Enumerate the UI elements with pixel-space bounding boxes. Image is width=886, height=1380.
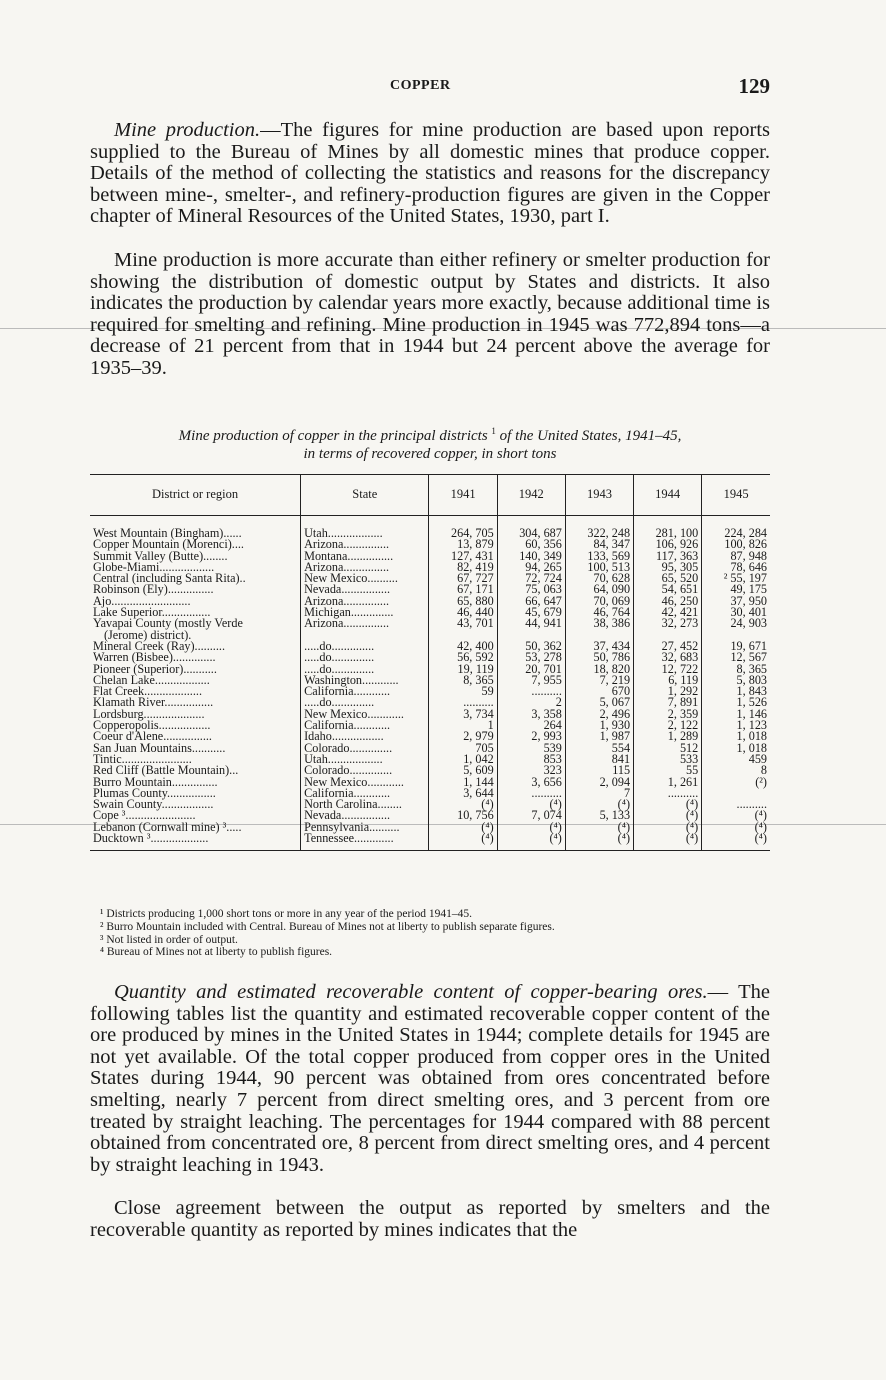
value-cell: 8, 365 bbox=[429, 675, 497, 686]
mine-production-lead: Mine production. bbox=[114, 119, 261, 141]
value-cell: 1, 930 bbox=[565, 720, 633, 731]
value-cell: 3, 644 bbox=[429, 788, 497, 799]
value-cell: 70, 628 bbox=[565, 573, 633, 584]
district-cell: Warren (Bisbee).............. bbox=[93, 650, 216, 665]
value-cell: 10, 756 bbox=[429, 810, 497, 821]
state-cell: Arizona............... bbox=[301, 618, 429, 629]
value-cell: 106, 926 bbox=[634, 539, 702, 550]
district-cell: Yavapai County (mostly Verde bbox=[93, 616, 243, 631]
value-cell: 44, 941 bbox=[497, 618, 565, 629]
value-cell: 1, 144 bbox=[429, 777, 497, 788]
value-cell: 1, 289 bbox=[634, 731, 702, 742]
state-cell: Nevada................ bbox=[301, 810, 429, 821]
value-cell: 281, 100 bbox=[634, 516, 702, 540]
state-cell: Michigan.............. bbox=[301, 607, 429, 618]
state-cell: Arizona............... bbox=[301, 596, 429, 607]
value-cell: 55 bbox=[634, 765, 702, 776]
value-cell: .......... bbox=[634, 788, 702, 799]
value-cell: 18, 820 bbox=[565, 664, 633, 675]
table-caption-part2: of the United States, 1941–45, bbox=[495, 428, 682, 444]
column-header: 1941 bbox=[429, 475, 497, 516]
value-cell: 43, 701 bbox=[429, 618, 497, 629]
column-header: 1945 bbox=[702, 475, 770, 516]
value-cell: (⁴) bbox=[565, 822, 633, 833]
value-cell: (⁴) bbox=[634, 822, 702, 833]
value-cell: 7 bbox=[565, 788, 633, 799]
value-cell: 64, 090 bbox=[565, 584, 633, 595]
value-cell: 100, 826 bbox=[702, 539, 770, 550]
value-cell: 50, 362 bbox=[497, 641, 565, 652]
value-cell: 46, 250 bbox=[634, 596, 702, 607]
value-cell: 59 bbox=[429, 686, 497, 697]
value-cell: (⁴) bbox=[702, 822, 770, 833]
value-cell: 2, 122 bbox=[634, 720, 702, 731]
table-footnotes bbox=[100, 908, 770, 959]
value-cell: 46, 764 bbox=[565, 607, 633, 618]
value-cell: 1, 261 bbox=[634, 777, 702, 788]
value-cell: 115 bbox=[565, 765, 633, 776]
table-row bbox=[90, 618, 770, 629]
value-cell: 1, 526 bbox=[702, 697, 770, 708]
value-cell: 72, 724 bbox=[497, 573, 565, 584]
column-header: 1942 bbox=[497, 475, 565, 516]
value-cell: 46, 440 bbox=[429, 607, 497, 618]
value-cell: 12, 722 bbox=[634, 664, 702, 675]
footnote: ² Burro Mountain included with Central. Bureau of Mines not at liberty to publish separate figures. bbox=[100, 920, 555, 933]
value-cell: 67, 727 bbox=[429, 573, 497, 584]
page-number: 129 bbox=[738, 74, 770, 98]
table-caption-part1: Mine production of copper in the principal districts bbox=[178, 428, 488, 444]
value-cell: 8, 365 bbox=[702, 664, 770, 675]
value-cell: (⁴) bbox=[497, 833, 565, 851]
value-cell: 27, 452 bbox=[634, 641, 702, 652]
value-cell: (⁴) bbox=[429, 822, 497, 833]
value-cell: 2, 496 bbox=[565, 709, 633, 720]
state-cell: New Mexico.......... bbox=[301, 573, 429, 584]
value-cell: 12, 567 bbox=[702, 652, 770, 663]
value-cell: (⁴) bbox=[702, 810, 770, 821]
value-cell: 2, 094 bbox=[565, 777, 633, 788]
distribution-paragraph: Mine production is more accurate than either refinery or smelter production for showing the distribution of domestic output by States and districts. It also indicates the production by calendar years more exactly, because additional time is required for smelting and refining. Mine production in 1945 was 772,894 tons—a decrease of 21 percent from that in 1944 but 24 percent above the average for 1935–39. bbox=[90, 249, 770, 379]
value-cell: 100, 513 bbox=[565, 562, 633, 573]
ores-lead: Quantity and estimated recoverable content of copper-bearing ores. bbox=[114, 981, 708, 1003]
table-caption bbox=[90, 422, 770, 463]
value-cell: 7, 074 bbox=[497, 810, 565, 821]
value-cell: 95, 305 bbox=[634, 562, 702, 573]
district-cell: Klamath River................ bbox=[93, 695, 214, 710]
footnote: ¹ Districts producing 1,000 short tons or more in any year of the period 1941–45. bbox=[100, 908, 473, 920]
state-cell: Montana............... bbox=[301, 551, 429, 562]
value-cell: 45, 679 bbox=[497, 607, 565, 618]
table-row bbox=[90, 743, 770, 754]
value-cell: (⁴) bbox=[565, 833, 633, 851]
value-cell: (⁴) bbox=[497, 822, 565, 833]
column-header: 1943 bbox=[565, 475, 633, 516]
value-cell: 7, 955 bbox=[497, 675, 565, 686]
value-cell: 8 bbox=[702, 765, 770, 776]
value-cell: (⁴) bbox=[497, 799, 565, 810]
column-header: 1944 bbox=[634, 475, 702, 516]
district-cell: Lordsburg.................... bbox=[93, 706, 205, 721]
district-cell: Cope ³....................... bbox=[93, 808, 196, 823]
state-cell: California............ bbox=[301, 686, 429, 697]
value-cell: 1, 018 bbox=[702, 731, 770, 742]
state-cell: Washington............ bbox=[301, 675, 429, 686]
state-cell: Arizona............... bbox=[301, 539, 429, 550]
value-cell: 75, 063 bbox=[497, 584, 565, 595]
value-cell: 323 bbox=[497, 765, 565, 776]
state-cell: Tennessee............. bbox=[301, 833, 429, 851]
state-cell: Utah.................. bbox=[301, 516, 429, 540]
value-cell: 5, 067 bbox=[565, 697, 633, 708]
state-cell: .....do.............. bbox=[301, 641, 429, 652]
value-cell: 304, 687 bbox=[497, 516, 565, 540]
value-cell: (⁴) bbox=[429, 799, 497, 810]
page-header bbox=[90, 74, 770, 104]
table-body bbox=[90, 516, 770, 851]
district-cell: Central (including Santa Rita).. bbox=[93, 571, 246, 586]
value-cell: 127, 431 bbox=[429, 551, 497, 562]
value-cell: (⁴) bbox=[634, 799, 702, 810]
state-cell: New Mexico............ bbox=[301, 777, 429, 788]
value-cell: 264, 705 bbox=[429, 516, 497, 540]
value-cell: ² 55, 197 bbox=[702, 573, 770, 584]
district-cell: Chelan Lake.................. bbox=[93, 672, 210, 687]
mine-production-paragraph bbox=[90, 120, 770, 228]
table-caption-line2: in terms of recovered copper, in short tons bbox=[303, 446, 557, 462]
value-cell: 82, 419 bbox=[429, 562, 497, 573]
value-cell: .......... bbox=[497, 686, 565, 697]
value-cell: (⁴) bbox=[702, 833, 770, 851]
column-header: District or region bbox=[90, 475, 301, 516]
value-cell: 66, 647 bbox=[497, 596, 565, 607]
value-cell: 2 bbox=[497, 697, 565, 708]
table-header-row bbox=[90, 475, 770, 516]
value-cell: 70, 069 bbox=[565, 596, 633, 607]
value-cell: 533 bbox=[634, 754, 702, 765]
value-cell: 37, 434 bbox=[565, 641, 633, 652]
district-cell: Ajo.......................... bbox=[93, 593, 191, 608]
value-cell: 3, 734 bbox=[429, 709, 497, 720]
ores-text: — The following tables list the quantity and estimated recoverable copper content of the ore produced by mines in the United States in 1944; complete details for 1945 are not yet available. Of the total copper produced from copper ores in the United States during 1944, 90 percent was obtained from ores concentrated before smelting, nearly 7 percent from direct smelting ores, and 3 percent from ore treated by straight leaching. The percentages for 1944 compared with 88 percent obtained from concentrated ore, 8 percent from direct smelting ores, and 4 percent by straight leaching in 1943. bbox=[90, 981, 770, 1176]
table-row bbox=[90, 516, 770, 540]
value-cell: .......... bbox=[429, 697, 497, 708]
footnote: ³ Not listed in order of output. bbox=[100, 933, 238, 946]
value-cell: 20, 701 bbox=[497, 664, 565, 675]
value-cell: 1, 843 bbox=[702, 686, 770, 697]
agreement-paragraph: Close agreement between the output as reported by smelters and the recoverable quantity as reported by mines indicates that the bbox=[90, 1197, 770, 1241]
value-cell: 2, 993 bbox=[497, 731, 565, 742]
value-cell: 60, 356 bbox=[497, 539, 565, 550]
district-cell: (Jerome) district). bbox=[104, 627, 192, 642]
state-cell: .....do.............. bbox=[301, 652, 429, 663]
value-cell: 54, 651 bbox=[634, 584, 702, 595]
state-cell: Nevada................ bbox=[301, 584, 429, 595]
value-cell: 322, 248 bbox=[565, 516, 633, 540]
district-cell: Burro Mountain............... bbox=[93, 774, 218, 789]
running-head: COPPER bbox=[390, 78, 451, 93]
district-cell: West Mountain (Bingham)...... bbox=[93, 526, 242, 540]
district-cell: Lebanon (Cornwall mine) ³..... bbox=[93, 819, 242, 834]
table-caption-note: 1 bbox=[491, 426, 496, 436]
mine-production-text: —The figures for mine production are based upon reports supplied to the Bureau of Mines by all domestic mines that produce copper. Details of the method of collecting the statistics and reasons for the discrepancy between mine-, smelter-, and refinery-production figures are given in the Copper chapter of Mineral Resources of the United States, 1930, part I. bbox=[90, 119, 770, 228]
state-cell: California............ bbox=[301, 788, 429, 799]
value-cell: 13, 879 bbox=[429, 539, 497, 550]
value-cell: 2, 359 bbox=[634, 709, 702, 720]
value-cell: 1 bbox=[429, 720, 497, 731]
value-cell: 1, 146 bbox=[702, 709, 770, 720]
column-header: State bbox=[301, 475, 429, 516]
value-cell: 2, 979 bbox=[429, 731, 497, 742]
value-cell: 670 bbox=[565, 686, 633, 697]
value-cell: 65, 520 bbox=[634, 573, 702, 584]
state-cell: Colorado.............. bbox=[301, 765, 429, 776]
value-cell: 264 bbox=[497, 720, 565, 731]
value-cell: 5, 133 bbox=[565, 810, 633, 821]
value-cell: 853 bbox=[497, 754, 565, 765]
state-cell: Arizona............... bbox=[301, 562, 429, 573]
state-cell: California............ bbox=[301, 720, 429, 731]
state-cell: Pennsylvania.......... bbox=[301, 822, 429, 833]
value-cell: 1, 042 bbox=[429, 754, 497, 765]
value-cell: (⁴) bbox=[634, 810, 702, 821]
value-cell: 42, 421 bbox=[634, 607, 702, 618]
value-cell: .......... bbox=[702, 799, 770, 810]
value-cell: 1, 987 bbox=[565, 731, 633, 742]
district-cell: Pioneer (Superior)........... bbox=[93, 661, 217, 676]
state-cell: .....do.............. bbox=[301, 697, 429, 708]
state-cell: Utah.................. bbox=[301, 754, 429, 765]
value-cell: 53, 278 bbox=[497, 652, 565, 663]
value-cell: 140, 349 bbox=[497, 551, 565, 562]
value-cell: 56, 592 bbox=[429, 652, 497, 663]
value-cell: 6, 119 bbox=[634, 675, 702, 686]
value-cell: 37, 950 bbox=[702, 596, 770, 607]
value-cell: 841 bbox=[565, 754, 633, 765]
ores-paragraph bbox=[90, 982, 770, 1176]
value-cell: 3, 656 bbox=[497, 777, 565, 788]
district-cell: Copperopolis................. bbox=[93, 718, 211, 733]
state-cell: North Carolina........ bbox=[301, 799, 429, 810]
state-cell: New Mexico............ bbox=[301, 709, 429, 720]
state-cell: Colorado.............. bbox=[301, 743, 429, 754]
value-cell: 5, 609 bbox=[429, 765, 497, 776]
value-cell: 94, 265 bbox=[497, 562, 565, 573]
district-cell: Plumas County................ bbox=[93, 785, 216, 800]
district-cell: Swain County................. bbox=[93, 797, 214, 812]
district-cell: Lake Superior................ bbox=[93, 605, 211, 620]
value-cell: 3, 358 bbox=[497, 709, 565, 720]
value-cell: 459 bbox=[702, 754, 770, 765]
state-cell: .....do.............. bbox=[301, 664, 429, 675]
value-cell: (⁴) bbox=[429, 833, 497, 851]
value-cell: 67, 171 bbox=[429, 584, 497, 595]
value-cell: 38, 386 bbox=[565, 618, 633, 629]
value-cell: (⁴) bbox=[634, 833, 702, 851]
value-cell: 117, 363 bbox=[634, 551, 702, 562]
district-cell: Summit Valley (Butte)........ bbox=[93, 548, 228, 563]
value-cell: 87, 948 bbox=[702, 551, 770, 562]
value-cell: (⁴) bbox=[565, 799, 633, 810]
state-cell: Idaho................. bbox=[301, 731, 429, 742]
value-cell: 24, 903 bbox=[702, 618, 770, 629]
district-cell: San Juan Mountains........... bbox=[93, 740, 226, 755]
value-cell: 705 bbox=[429, 743, 497, 754]
district-cell: Flat Creek................... bbox=[93, 684, 202, 699]
value-cell: 78, 646 bbox=[702, 562, 770, 573]
value-cell: 539 bbox=[497, 743, 565, 754]
value-cell: 32, 273 bbox=[634, 618, 702, 629]
district-cell: Tintic....................... bbox=[93, 751, 192, 766]
value-cell: 1, 123 bbox=[702, 720, 770, 731]
mine-production-table bbox=[90, 474, 770, 851]
value-cell: .......... bbox=[497, 788, 565, 799]
district-cell: Red Cliff (Battle Mountain)... bbox=[93, 763, 239, 778]
district-cell: Robinson (Ely)............... bbox=[93, 582, 214, 597]
district-cell: Ducktown ³................... bbox=[93, 831, 209, 846]
value-cell: 19, 119 bbox=[429, 664, 497, 675]
value-cell: 50, 786 bbox=[565, 652, 633, 663]
table-row bbox=[90, 833, 770, 851]
value-cell: 1, 018 bbox=[702, 743, 770, 754]
value-cell: 84, 347 bbox=[565, 539, 633, 550]
value-cell: 19, 671 bbox=[702, 641, 770, 652]
district-cell: Copper Mountain (Morenci).... bbox=[93, 537, 244, 552]
value-cell: 554 bbox=[565, 743, 633, 754]
value-cell: 7, 219 bbox=[565, 675, 633, 686]
value-cell: 65, 880 bbox=[429, 596, 497, 607]
district-cell: Mineral Creek (Ray).......... bbox=[93, 638, 225, 653]
value-cell: 1, 292 bbox=[634, 686, 702, 697]
district-cell: Globe-Miami.................. bbox=[93, 559, 215, 574]
value-cell: 5, 803 bbox=[702, 675, 770, 686]
value-cell: 49, 175 bbox=[702, 584, 770, 595]
value-cell: 32, 683 bbox=[634, 652, 702, 663]
value-cell: 133, 569 bbox=[565, 551, 633, 562]
value-cell: 42, 400 bbox=[429, 641, 497, 652]
value-cell: 224, 284 bbox=[702, 516, 770, 540]
value-cell: 30, 401 bbox=[702, 607, 770, 618]
value-cell: 512 bbox=[634, 743, 702, 754]
district-cell: Coeur d'Alene................ bbox=[93, 729, 212, 744]
value-cell: (²) bbox=[702, 777, 770, 788]
value-cell: 7, 891 bbox=[634, 697, 702, 708]
footnote: ⁴ Bureau of Mines not at liberty to publish figures. bbox=[100, 946, 333, 959]
